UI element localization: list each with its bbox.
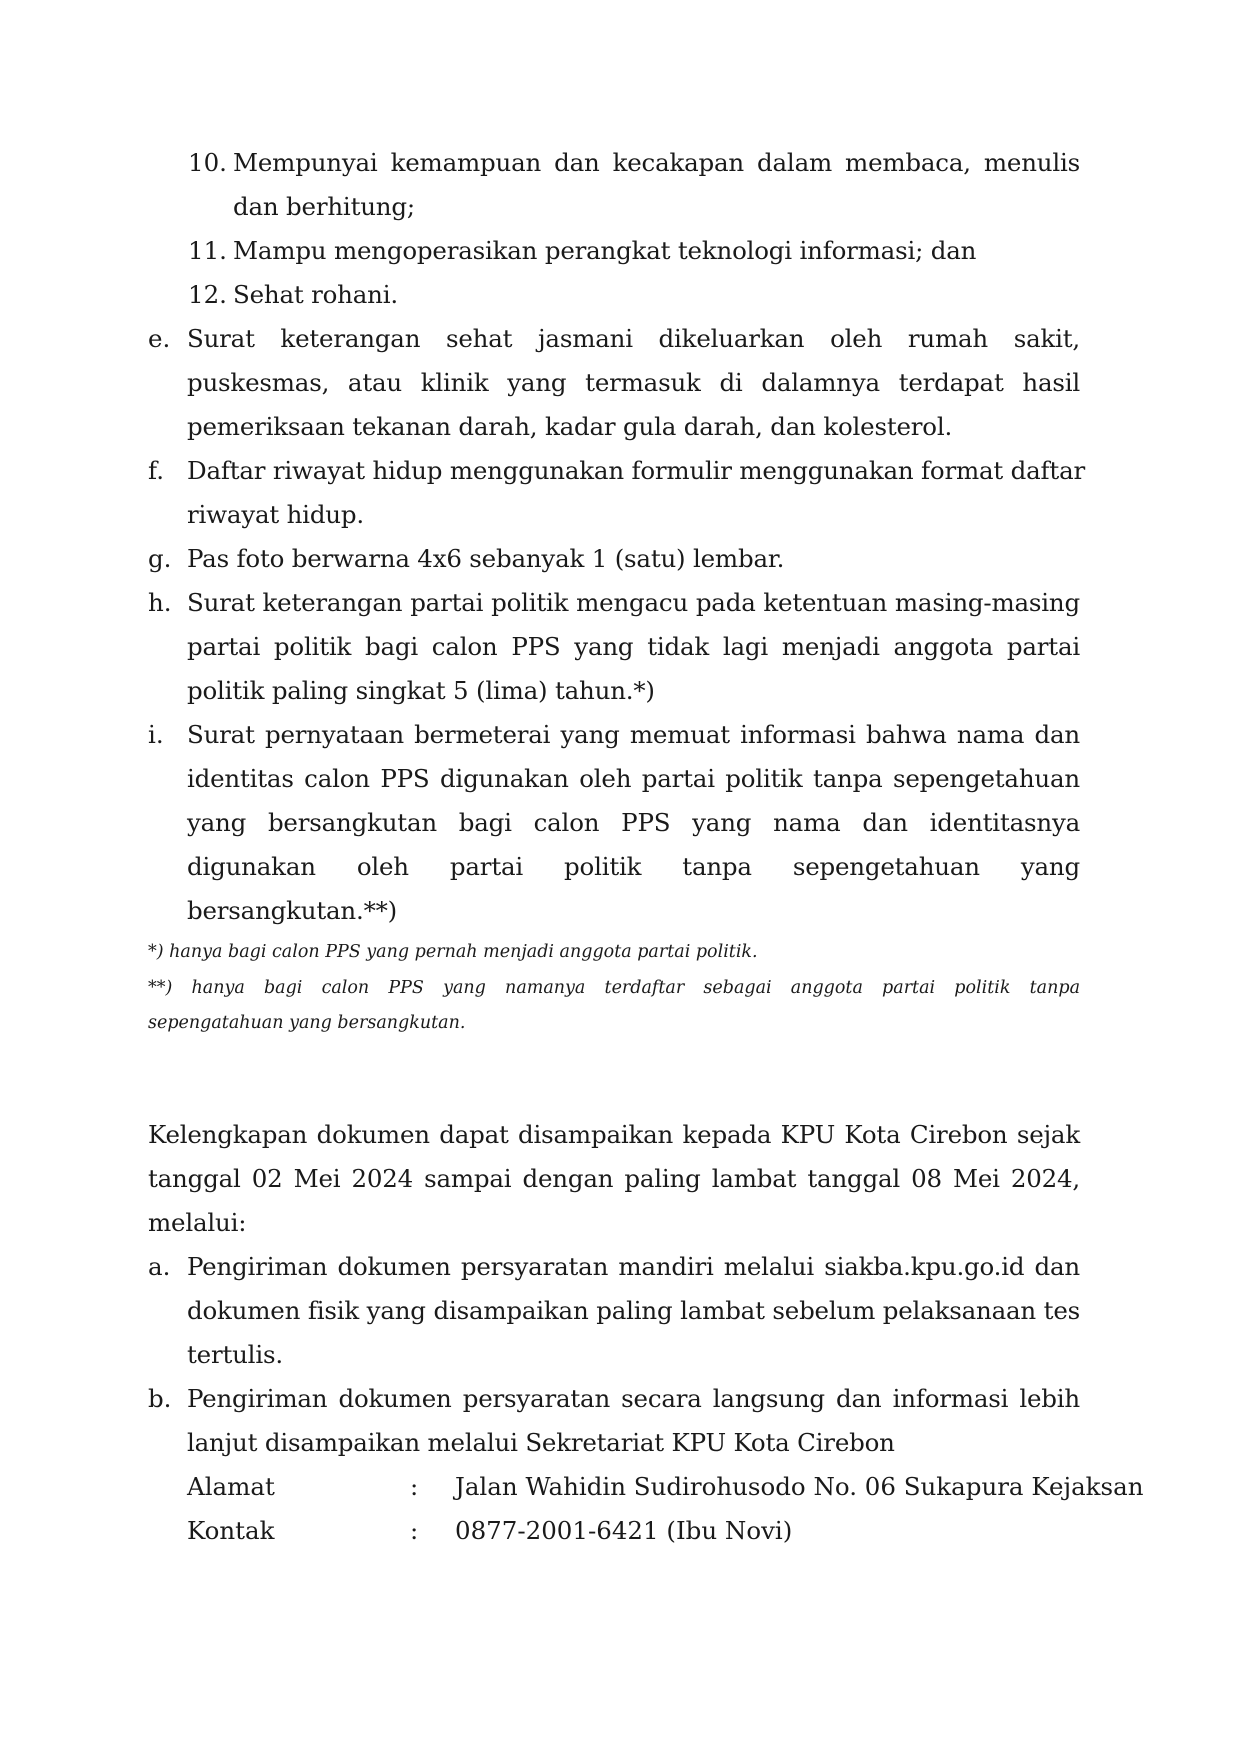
intro-text-line: melalui: xyxy=(148,1208,247,1237)
method-text-line: Pengiriman dokumen persyaratan mandiri melalui siakba.kpu.go.id dan xyxy=(187,1252,1080,1281)
method-text-line: lanjut disampaikan melalui Sekretariat KPU Kota Cirebon xyxy=(187,1428,895,1457)
item-number: 12. xyxy=(188,280,227,309)
item-number: 10. xyxy=(188,148,227,177)
item-text-line: digunakan oleh partai politik tanpa sepengetahuan yang xyxy=(187,852,1080,881)
footnote-double-asterisk: **) hanya bagi calon PPS yang namanya terdaftar sebagai anggota partai politik tanpa xyxy=(148,978,1080,998)
method-text-line: tertulis. xyxy=(187,1340,283,1369)
item-text-line: partai politik bagi calon PPS yang tidak lagi menjadi anggota partai xyxy=(187,632,1080,661)
item-text-line: riwayat hidup. xyxy=(187,500,364,529)
item-text-line: bersangkutan.**) xyxy=(187,896,398,925)
item-text-line: Sehat rohani. xyxy=(233,280,398,309)
item-text-line: Mampu mengoperasikan perangkat teknologi informasi; dan xyxy=(233,236,977,265)
phone-value: 0877-2001-6421 (Ibu Novi) xyxy=(455,1516,793,1545)
intro-text-line: Kelengkapan dokumen dapat disampaikan kepada KPU Kota Cirebon sejak xyxy=(148,1120,1080,1149)
address-separator: : xyxy=(410,1472,419,1501)
item-text-line: Surat keterangan partai politik mengacu pada ketentuan masing-masing xyxy=(187,588,1080,617)
item-letter: i. xyxy=(148,720,164,749)
item-text-line: Surat pernyataan bermeterai yang memuat informasi bahwa nama dan xyxy=(187,720,1080,749)
item-letter: h. xyxy=(148,588,172,617)
item-text-line: puskesmas, atau klinik yang termasuk di dalamnya terdapat hasil xyxy=(187,368,1080,397)
item-text-line: Daftar riwayat hidup menggunakan formulir menggunakan format daftar xyxy=(187,456,1085,485)
phone-separator: : xyxy=(410,1516,419,1545)
item-text-line: pemeriksaan tekanan darah, kadar gula darah, dan kolesterol. xyxy=(187,412,953,441)
item-number: 11. xyxy=(188,236,227,265)
method-letter: a. xyxy=(148,1252,171,1281)
item-text-line: Mempunyai kemampuan dan kecakapan dalam membaca, menulis xyxy=(233,148,1080,177)
item-text-line: politik paling singkat 5 (lima) tahun.*) xyxy=(187,676,655,705)
method-text-line: dokumen fisik yang disampaikan paling lambat sebelum pelaksanaan tes xyxy=(187,1296,1080,1325)
address-label: Alamat xyxy=(187,1472,275,1501)
item-text-line: Pas foto berwarna 4x6 sebanyak 1 (satu) lembar. xyxy=(187,544,785,573)
item-letter: e. xyxy=(148,324,171,353)
item-letter: f. xyxy=(148,456,164,485)
item-text-line: identitas calon PPS digunakan oleh partai politik tanpa sepengetahuan xyxy=(187,764,1080,793)
method-text-line: Pengiriman dokumen persyaratan secara langsung dan informasi lebih xyxy=(187,1384,1080,1413)
method-letter: b. xyxy=(148,1384,172,1413)
footnote-single-asterisk: *) hanya bagi calon PPS yang pernah menjadi anggota partai politik. xyxy=(148,942,758,962)
phone-label: Kontak xyxy=(187,1516,275,1545)
address-value: Jalan Wahidin Sudirohusodo No. 06 Sukapura Kejaksan xyxy=(455,1472,1144,1501)
item-text-line: yang bersangkutan bagi calon PPS yang nama dan identitasnya xyxy=(187,808,1080,837)
intro-text-line: tanggal 02 Mei 2024 sampai dengan paling lambat tanggal 08 Mei 2024, xyxy=(148,1164,1080,1193)
footnote-double-asterisk-cont: sepengatahuan yang bersangkutan. xyxy=(148,1013,466,1033)
item-letter: g. xyxy=(148,544,172,573)
item-text-line: dan berhitung; xyxy=(233,192,415,221)
item-text-line: Surat keterangan sehat jasmani dikeluarkan oleh rumah sakit, xyxy=(187,324,1080,353)
